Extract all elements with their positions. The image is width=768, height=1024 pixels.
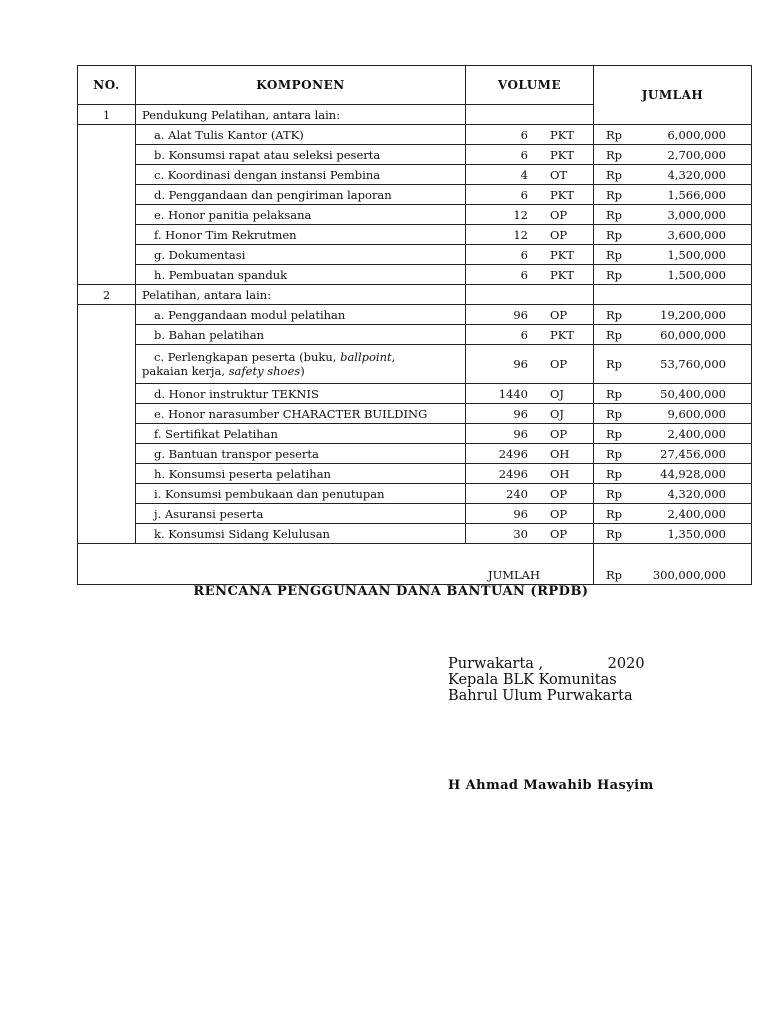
table-row	[78, 305, 752, 325]
volume-number: 96	[513, 307, 528, 322]
amount-value: 3,000,000	[667, 207, 726, 222]
volume-unit: PKT	[550, 267, 574, 282]
position-line-1: Kepala BLK Komunitas	[448, 672, 617, 688]
amount-value: 53,760,000	[660, 357, 726, 371]
label-part: )	[300, 364, 305, 378]
item-amount	[594, 145, 752, 165]
rpdb-table	[77, 65, 752, 585]
item-label: c. Koordinasi dengan instansi Pembina	[136, 165, 466, 185]
amount-value: 9,600,000	[667, 406, 726, 421]
volume-unit: OP	[550, 307, 568, 322]
item-volume	[466, 145, 594, 165]
item-amount	[594, 384, 752, 404]
amount-value: 1,500,000	[667, 267, 726, 282]
item-amount	[594, 504, 752, 524]
table-row	[78, 185, 752, 205]
item-volume	[466, 125, 594, 145]
table-row	[78, 524, 752, 544]
volume-unit: OP	[550, 526, 568, 541]
group-volume-empty	[466, 285, 594, 305]
item-volume	[466, 504, 594, 524]
volume-unit: PKT	[550, 187, 574, 202]
item-volume	[466, 524, 594, 544]
header-no: NO.	[78, 66, 136, 105]
place-date: Purwakarta , 2020	[448, 656, 645, 672]
amount-value: 2,400,000	[667, 426, 726, 441]
item-label: a. Penggandaan modul pelatihan	[136, 305, 466, 325]
item-volume	[466, 404, 594, 424]
item-label: i. Konsumsi pembukaan dan penutupan	[136, 484, 466, 504]
table-row	[78, 404, 752, 424]
volume-unit: PKT	[550, 327, 574, 342]
label-italic: ballpoint	[340, 350, 392, 364]
currency: Rp	[606, 426, 623, 441]
volume-number: 96	[513, 426, 528, 441]
table-row	[78, 145, 752, 165]
table-row	[78, 245, 752, 265]
volume-number: 96	[513, 406, 528, 421]
volume-unit: PKT	[550, 247, 574, 262]
currency: Rp	[606, 568, 623, 582]
volume-number: 12	[513, 207, 528, 222]
currency: Rp	[606, 526, 623, 541]
currency: Rp	[606, 187, 623, 202]
item-volume	[466, 305, 594, 325]
volume-unit: OP	[550, 227, 568, 242]
item-volume	[466, 185, 594, 205]
header-komponen: KOMPONEN	[136, 66, 466, 105]
volume-number: 6	[520, 127, 528, 142]
no-empty	[78, 305, 136, 544]
amount-value: 3,600,000	[667, 227, 726, 242]
table-row	[78, 504, 752, 524]
volume-number: 96	[513, 357, 528, 371]
group-no: 2	[78, 285, 136, 305]
currency: Rp	[606, 307, 623, 322]
amount-value: 19,200,000	[660, 307, 726, 322]
item-label: f. Sertifikat Pelatihan	[136, 424, 466, 444]
item-volume	[466, 205, 594, 225]
item-amount	[594, 524, 752, 544]
volume-number: 2496	[498, 466, 528, 481]
item-amount	[594, 205, 752, 225]
item-volume	[466, 345, 594, 384]
volume-unit: OJ	[550, 386, 565, 401]
volume-number: 240	[506, 486, 528, 501]
currency: Rp	[606, 207, 623, 222]
amount-value: 2,400,000	[667, 506, 726, 521]
item-amount	[594, 464, 752, 484]
amount-value: 60,000,000	[660, 327, 726, 342]
volume-number: 6	[520, 187, 528, 202]
volume-number: 1440	[498, 386, 528, 401]
volume-number: 6	[520, 147, 528, 162]
item-volume	[466, 444, 594, 464]
item-label: a. Alat Tulis Kantor (ATK)	[136, 125, 466, 145]
header-jumlah: JUMLAH	[594, 66, 752, 125]
amount-value: 1,350,000	[667, 526, 726, 541]
amount-value: 44,928,000	[660, 466, 726, 481]
amount-value: 50,400,000	[660, 386, 726, 401]
volume-unit: OP	[550, 426, 568, 441]
table-row	[78, 225, 752, 245]
item-label	[136, 345, 466, 384]
item-amount	[594, 165, 752, 185]
group-row	[78, 285, 752, 305]
item-amount	[594, 484, 752, 504]
signatory-name: H Ahmad Mawahib Hasyim	[448, 778, 654, 793]
currency: Rp	[606, 506, 623, 521]
table-row	[78, 125, 752, 145]
item-amount	[594, 185, 752, 205]
item-label: e. Honor panitia pelaksana	[136, 205, 466, 225]
group-no: 1	[78, 105, 136, 125]
item-amount	[594, 245, 752, 265]
item-volume	[466, 165, 594, 185]
position-line-2: Bahrul Ulum Purwakarta	[448, 688, 633, 704]
table-header-row	[78, 66, 752, 105]
currency: Rp	[606, 357, 623, 371]
item-label: k. Konsumsi Sidang Kelulusan	[136, 524, 466, 544]
document-title: RENCANA PENGGUNAAN DANA BANTUAN (RPDB)	[193, 584, 589, 599]
item-amount	[594, 404, 752, 424]
item-amount	[594, 225, 752, 245]
item-volume	[466, 384, 594, 404]
item-volume	[466, 484, 594, 504]
volume-number: 4	[520, 167, 528, 182]
item-label: d. Honor instruktur TEKNIS	[136, 384, 466, 404]
currency: Rp	[606, 167, 623, 182]
volume-unit: PKT	[550, 127, 574, 142]
amount-value: 2,700,000	[667, 147, 726, 162]
volume-unit: OH	[550, 446, 570, 461]
total-label: JUMLAH	[487, 568, 541, 582]
table-row	[78, 165, 752, 185]
amount-value: 27,456,000	[660, 446, 726, 461]
table-row	[78, 265, 752, 285]
item-label: b. Konsumsi rapat atau seleksi peserta	[136, 145, 466, 165]
table-row	[78, 464, 752, 484]
item-label: h. Pembuatan spanduk	[136, 265, 466, 285]
item-volume	[466, 265, 594, 285]
currency: Rp	[606, 247, 623, 262]
table-row	[78, 325, 752, 345]
total-label-cell	[78, 544, 594, 585]
volume-number: 30	[513, 526, 528, 541]
volume-number: 12	[513, 227, 528, 242]
item-amount	[594, 305, 752, 325]
volume-unit: OP	[550, 486, 568, 501]
volume-number: 6	[520, 267, 528, 282]
label-part: c. Perlengkapan peserta (buku,	[154, 350, 341, 364]
item-label: g. Bantuan transpor peserta	[136, 444, 466, 464]
item-amount	[594, 325, 752, 345]
group-label: Pendukung Pelatihan, antara lain:	[136, 105, 466, 125]
currency: Rp	[606, 486, 623, 501]
group-label: Pelatihan, antara lain:	[136, 285, 466, 305]
currency: Rp	[606, 466, 623, 481]
table-row	[78, 205, 752, 225]
item-label: d. Penggandaan dan pengiriman laporan	[136, 185, 466, 205]
table-row	[78, 444, 752, 464]
item-volume	[466, 225, 594, 245]
label-italic: safety shoes	[228, 364, 301, 378]
table-row	[78, 345, 752, 384]
currency: Rp	[606, 386, 623, 401]
total-row	[78, 544, 752, 585]
label-part: ,	[391, 350, 396, 364]
item-volume	[466, 325, 594, 345]
currency: Rp	[606, 227, 623, 242]
amount-value: 1,566,000	[667, 187, 726, 202]
item-volume	[466, 424, 594, 444]
no-empty	[78, 125, 136, 285]
item-label: g. Dokumentasi	[136, 245, 466, 265]
currency: Rp	[606, 267, 623, 282]
volume-unit: OT	[550, 167, 568, 182]
item-amount	[594, 265, 752, 285]
item-label: e. Honor narasumber CHARACTER BUILDING	[136, 404, 466, 424]
group-amount-empty	[594, 285, 752, 305]
signature-block	[448, 656, 645, 704]
amount-value: 4,320,000	[667, 167, 726, 182]
currency: Rp	[606, 406, 623, 421]
item-amount	[594, 125, 752, 145]
item-volume	[466, 464, 594, 484]
item-volume	[466, 245, 594, 265]
volume-unit: OH	[550, 466, 570, 481]
volume-number: 2496	[498, 446, 528, 461]
volume-unit: OP	[550, 207, 568, 222]
volume-unit: OP	[550, 357, 568, 371]
volume-number: 96	[513, 506, 528, 521]
volume-unit: OJ	[550, 406, 565, 421]
currency: Rp	[606, 327, 623, 342]
total-amount	[594, 544, 752, 585]
item-label: h. Konsumsi peserta pelatihan	[136, 464, 466, 484]
item-amount	[594, 345, 752, 384]
currency: Rp	[606, 446, 623, 461]
amount-value: 6,000,000	[667, 127, 726, 142]
currency: Rp	[606, 147, 623, 162]
volume-number: 6	[520, 247, 528, 262]
table-row	[78, 384, 752, 404]
total-value: 300,000,000	[652, 568, 726, 582]
item-label: j. Asuransi peserta	[136, 504, 466, 524]
item-amount	[594, 444, 752, 464]
amount-value: 1,500,000	[667, 247, 726, 262]
currency: Rp	[606, 127, 623, 142]
group-volume-empty	[466, 105, 594, 125]
volume-unit: OP	[550, 506, 568, 521]
amount-value: 4,320,000	[667, 486, 726, 501]
item-amount	[594, 424, 752, 444]
item-label: b. Bahan pelatihan	[136, 325, 466, 345]
item-label: f. Honor Tim Rekrutmen	[136, 225, 466, 245]
volume-number: 6	[520, 327, 528, 342]
table-row	[78, 484, 752, 504]
label-part: pakaian kerja,	[142, 364, 229, 378]
header-volume: VOLUME	[466, 66, 594, 105]
volume-unit: PKT	[550, 147, 574, 162]
table-row	[78, 424, 752, 444]
